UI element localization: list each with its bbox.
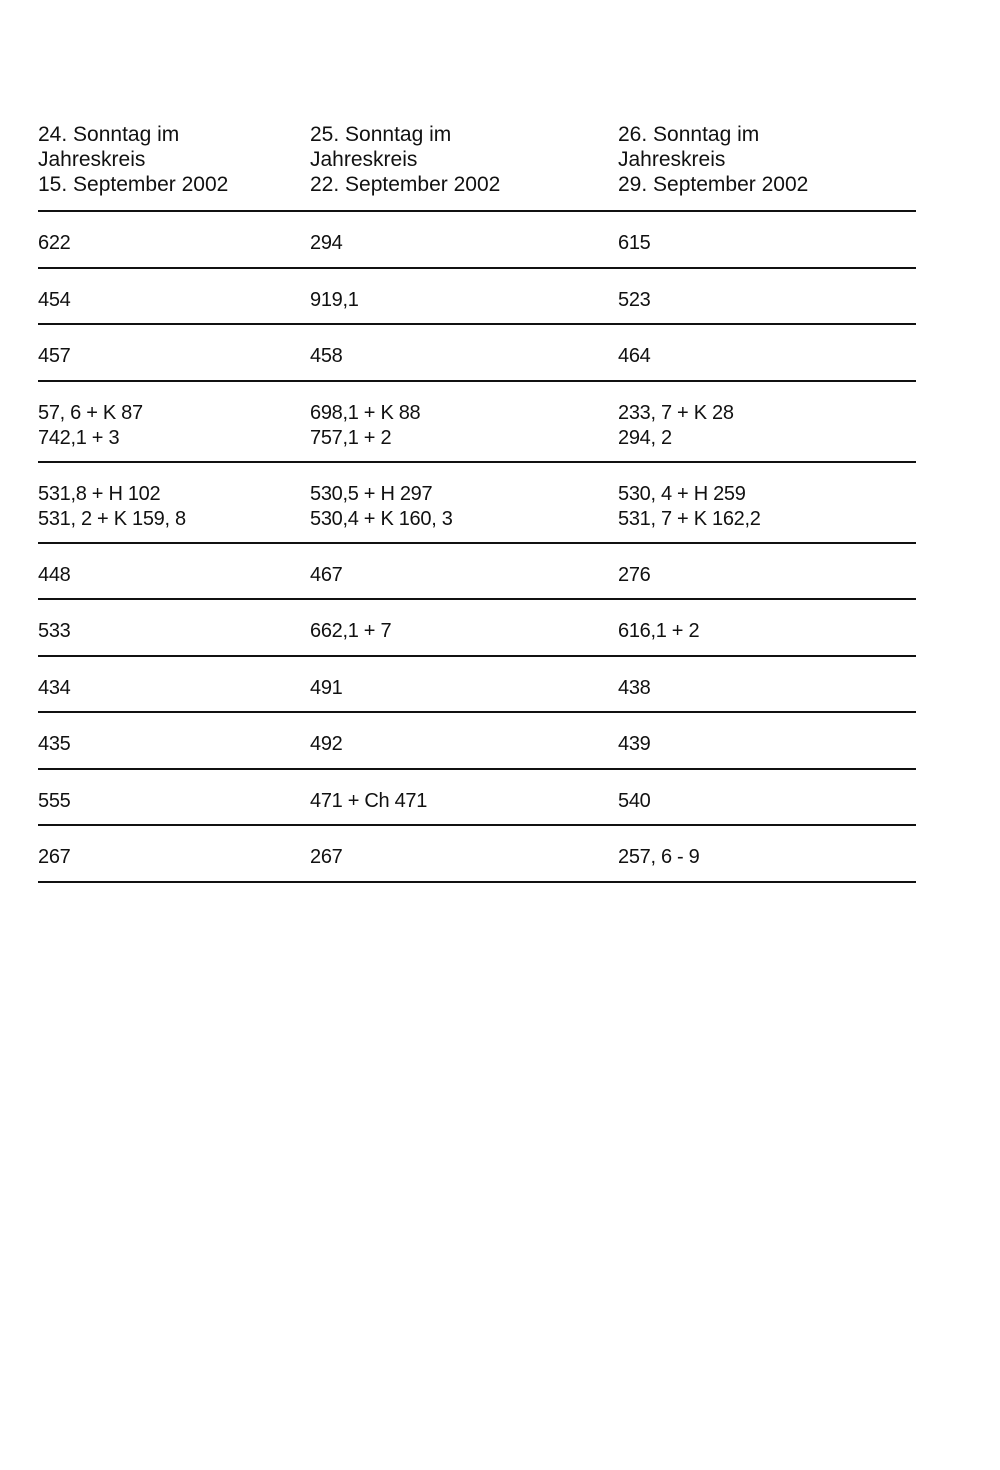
cell-line: 540 <box>618 789 651 812</box>
table-cell <box>618 676 916 712</box>
table-cell <box>310 401 618 461</box>
cell-line: 454 <box>38 288 71 311</box>
header-date: 15. September 2002 <box>38 173 229 196</box>
table-cell <box>38 845 310 881</box>
table-cell <box>38 344 310 380</box>
cell-line: 530, 4 + H 259 <box>618 482 746 505</box>
table-row <box>38 463 916 544</box>
table-row <box>38 382 916 463</box>
hymn-table <box>38 122 916 883</box>
cell-line: 448 <box>38 563 71 586</box>
table-cell <box>38 482 310 542</box>
table-cell <box>618 563 916 599</box>
table-body <box>38 212 916 883</box>
table-cell <box>38 732 310 768</box>
cell-line: 698,1 + K 88 <box>310 401 421 424</box>
column-header <box>618 122 916 210</box>
table-cell <box>310 563 618 599</box>
table-row <box>38 600 916 657</box>
cell-line: 438 <box>618 676 651 699</box>
cell-line: 434 <box>38 676 71 699</box>
cell-line: 531, 7 + K 162,2 <box>618 507 761 530</box>
cell-line: 257, 6 - 9 <box>618 846 700 868</box>
cell-line: 530,4 + K 160, 3 <box>310 507 453 530</box>
cell-line: 439 <box>618 733 651 755</box>
cell-line: 294 <box>310 232 343 254</box>
table-cell <box>38 789 310 825</box>
cell-line: 471 + Ch 471 <box>310 789 428 812</box>
table-cell <box>618 231 916 267</box>
cell-line: 615 <box>618 232 651 254</box>
header-line: Jahreskreis <box>618 148 726 171</box>
table-row <box>38 325 916 382</box>
cell-line: 533 <box>38 620 71 642</box>
cell-line: 531, 2 + K 159, 8 <box>38 507 186 530</box>
table-cell <box>310 231 618 267</box>
cell-line: 622 <box>38 232 71 254</box>
table-cell <box>310 732 618 768</box>
cell-line: 233, 7 + K 28 <box>618 401 734 424</box>
cell-line: 523 <box>618 288 651 311</box>
cell-line: 464 <box>618 345 651 367</box>
table-cell <box>38 288 310 324</box>
table-cell <box>618 789 916 825</box>
cell-line: 294, 2 <box>618 426 672 449</box>
table-cell <box>618 482 916 542</box>
table-row <box>38 713 916 770</box>
table-cell <box>310 676 618 712</box>
table-cell <box>310 288 618 324</box>
header-line: Jahreskreis <box>310 148 418 171</box>
table-cell <box>38 676 310 712</box>
cell-line: 919,1 <box>310 288 359 311</box>
cell-line: 467 <box>310 563 343 586</box>
table-cell <box>38 619 310 655</box>
table-header <box>38 122 916 212</box>
column-header <box>310 122 618 210</box>
table-cell <box>618 619 916 655</box>
cell-line: 276 <box>618 563 651 586</box>
table-cell <box>618 344 916 380</box>
table-row <box>38 544 916 601</box>
cell-line: 742,1 + 3 <box>38 426 120 449</box>
table-cell <box>310 845 618 881</box>
cell-line: 757,1 + 2 <box>310 426 392 449</box>
table-cell <box>618 401 916 461</box>
table-cell <box>38 231 310 267</box>
cell-line: 267 <box>38 846 71 868</box>
table-cell <box>310 482 618 542</box>
cell-line: 616,1 + 2 <box>618 620 700 642</box>
header-date: 22. September 2002 <box>310 173 501 196</box>
header-line: 25. Sonntag im <box>310 123 452 146</box>
header-line: 26. Sonntag im <box>618 123 760 146</box>
table-cell <box>310 789 618 825</box>
cell-line: 57, 6 + K 87 <box>38 401 143 424</box>
table-cell <box>618 288 916 324</box>
cell-line: 458 <box>310 345 343 367</box>
table-row <box>38 269 916 326</box>
cell-line: 267 <box>310 846 343 868</box>
table-cell <box>310 344 618 380</box>
table-cell <box>38 563 310 599</box>
cell-line: 530,5 + H 297 <box>310 482 433 505</box>
table-row <box>38 826 916 883</box>
column-header <box>38 122 310 210</box>
table-cell <box>38 401 310 461</box>
cell-line: 435 <box>38 733 71 755</box>
cell-line: 555 <box>38 789 71 812</box>
table-row <box>38 770 916 827</box>
header-date: 29. September 2002 <box>618 173 809 196</box>
cell-line: 491 <box>310 676 343 699</box>
table-row <box>38 657 916 714</box>
table-cell <box>310 619 618 655</box>
cell-line: 457 <box>38 345 71 367</box>
cell-line: 662,1 + 7 <box>310 620 392 642</box>
header-line: 24. Sonntag im <box>38 123 180 146</box>
header-line: Jahreskreis <box>38 148 146 171</box>
table-row <box>38 212 916 269</box>
table-cell <box>618 732 916 768</box>
table-cell <box>618 845 916 881</box>
cell-line: 531,8 + H 102 <box>38 482 161 505</box>
cell-line: 492 <box>310 733 343 755</box>
